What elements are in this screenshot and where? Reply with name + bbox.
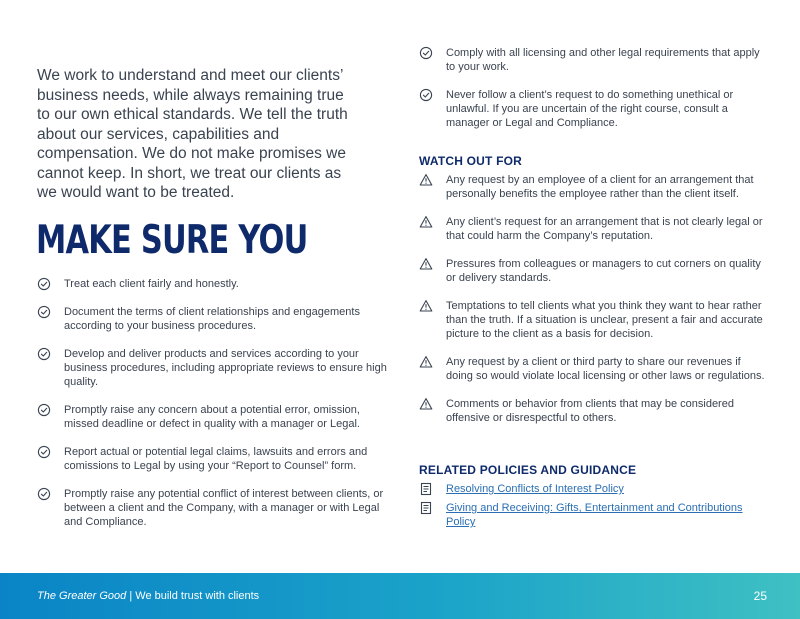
list-item-text: Any request by a client or third party to share our revenues if doing so would violate local licensing or other laws or regulations. (446, 356, 765, 382)
list-item-text: Promptly raise any potential conflict of interest between clients, or between a client and the Company, with a manager or with Legal and Compliance. (64, 488, 384, 528)
list-item (419, 88, 764, 130)
check-circle-icon (37, 347, 51, 361)
warning-triangle-icon (419, 215, 433, 229)
list-item (419, 355, 769, 383)
make-sure-list-continued (419, 46, 764, 144)
footer-caption (37, 590, 259, 602)
list-item-text: Never follow a client’s request to do something unethical or unlawful. If you are uncertain of the right course, consult a manager or Legal and Compliance. (446, 89, 734, 129)
warning-triangle-icon (419, 257, 433, 271)
policy-link[interactable]: Giving and Receiving: Gifts, Entertainment and Contributions Policy (446, 502, 743, 528)
warning-triangle-icon (419, 173, 433, 187)
check-circle-icon (37, 487, 51, 501)
list-item-text: Document the terms of client relationships and engagements according to your business procedures. (64, 306, 360, 332)
footer-brand: The Greater Good (37, 590, 127, 602)
list-item (37, 445, 387, 473)
make-sure-heading: MAKE SURE YOU (36, 218, 308, 263)
list-item (37, 347, 387, 389)
policy-link[interactable]: Resolving Conflicts of Interest Policy (446, 483, 624, 495)
list-item (419, 173, 769, 201)
page-footer (0, 573, 800, 619)
list-item-text: Promptly raise any concern about a potential error, omission, missed deadline or defect in quality with a manager or Legal. (64, 404, 360, 430)
check-circle-icon (37, 403, 51, 417)
list-item (37, 277, 387, 291)
footer-separator: | (126, 590, 136, 602)
list-item (37, 487, 387, 529)
list-item-text: Pressures from colleagues or managers to cut corners on quality or delivery standards. (446, 258, 761, 284)
list-item (419, 257, 769, 285)
related-policy-item[interactable] (419, 501, 749, 529)
related-policies-list (419, 482, 749, 534)
document-icon (419, 482, 433, 496)
make-sure-list (37, 277, 387, 543)
check-circle-icon (419, 88, 433, 102)
list-item-text: Treat each client fairly and honestly. (64, 278, 239, 290)
related-policies-title: RELATED POLICIES AND GUIDANCE (419, 463, 637, 477)
document-icon (419, 501, 433, 515)
list-item-text: Report actual or potential legal claims, lawsuits and errors and comissions to Legal by using your “Report to Counsel” form. (64, 446, 368, 472)
check-circle-icon (37, 305, 51, 319)
intro-paragraph: We work to understand and meet our clients’ business needs, while always remaining true to our own ethical standards. We tell the truth about our services, capabilities and compensation. We do not make promises we cannot keep. In short, we treat our clients as we would want to be treated. (37, 67, 348, 201)
list-item-text: Develop and deliver products and services according to your business procedures, including appropriate reviews to ensure high quality. (64, 348, 387, 388)
list-item-text: Comply with all licensing and other legal requirements that apply to your work. (446, 47, 760, 73)
list-item (419, 397, 769, 425)
list-item (419, 215, 769, 243)
list-item (419, 46, 764, 74)
check-circle-icon (419, 46, 433, 60)
check-circle-icon (37, 277, 51, 291)
list-item-text: Temptations to tell clients what you think they want to hear rather than the truth. If a situation is unclear, present a fair and accurate picture to the client as a basis for decision. (446, 300, 763, 340)
list-item (37, 403, 387, 431)
footer-tagline: We build trust with clients (135, 590, 260, 602)
watch-out-list (419, 173, 769, 439)
list-item-text: Any request by an employee of a client for an arrangement that personally benefits the employee rather than the client itself. (446, 174, 754, 200)
page-number: 25 (753, 589, 767, 603)
list-item-text: Comments or behavior from clients that may be considered offensive or disrespectful to others. (446, 398, 734, 424)
watch-out-title: WATCH OUT FOR (419, 154, 523, 168)
warning-triangle-icon (419, 355, 433, 369)
warning-triangle-icon (419, 397, 433, 411)
list-item (419, 299, 769, 341)
list-item-text: Any client’s request for an arrangement that is not clearly legal or that could harm the Company’s reputation. (446, 216, 763, 242)
list-item (37, 305, 387, 333)
warning-triangle-icon (419, 299, 433, 313)
check-circle-icon (37, 445, 51, 459)
related-policy-item[interactable] (419, 482, 749, 496)
